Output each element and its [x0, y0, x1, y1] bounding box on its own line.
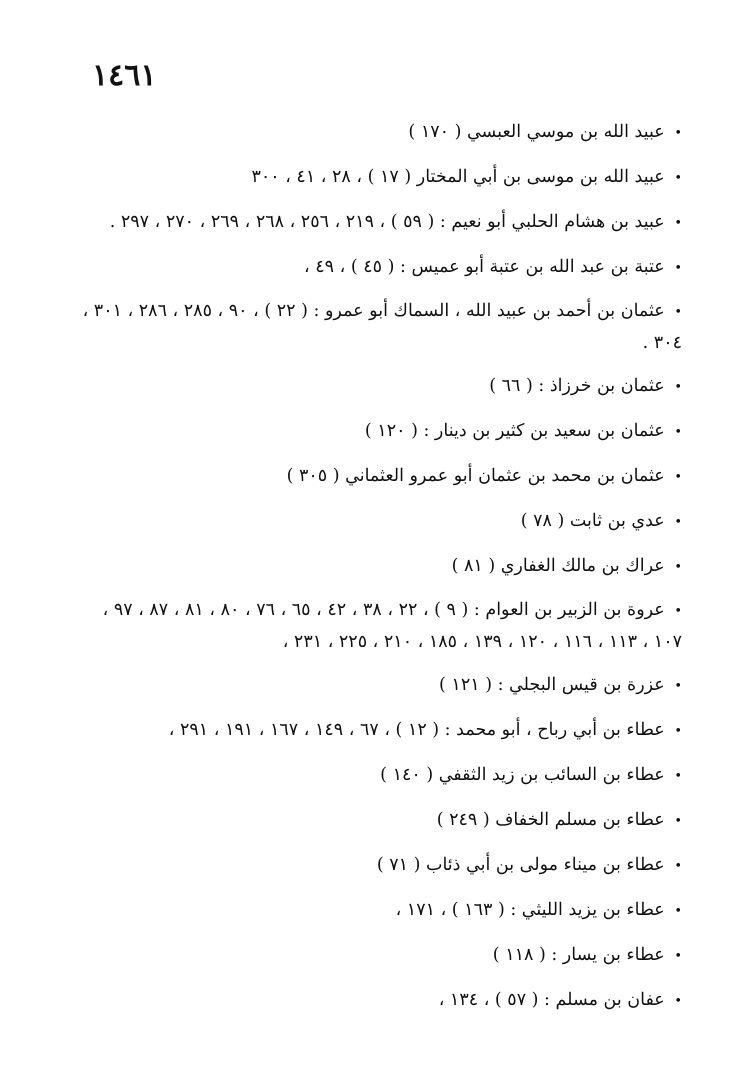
index-entry [82, 206, 682, 240]
index-entry [82, 984, 682, 1018]
entry-text: عفان بن مسلم : ( ٥٧ ) ، ١٣٤ ، [438, 990, 665, 1010]
entry-text: عطاء بن أبي رباح ، أبو محمد : ( ١٢ ) ، ٦٧ ، ١٤٩ ، ١٦٧ ، ١٩١ ، ٢٩١ ، [168, 720, 665, 740]
bullet: • [674, 380, 682, 395]
entry-text: عثمان بن خرزاذ : ( ٦٦ ) [489, 376, 665, 396]
bullet: • [674, 216, 682, 231]
index-entry [82, 759, 682, 793]
index-entry [82, 161, 682, 195]
index-entry [82, 939, 682, 973]
bullet: • [674, 604, 682, 619]
bullet: • [674, 261, 682, 276]
page-number: ١٤٦١ [92, 58, 157, 93]
bullet: • [674, 515, 682, 530]
entry-text: عثمان بن محمد بن عثمان أبو عمرو العثماني ( ٣٠٥ ) [286, 466, 665, 486]
entry-text: عطاء بن السائب بن زيد الثقفي ( ١٤٠ ) [380, 765, 665, 785]
entry-text: عبيد الله بن موسى بن أبي المختار ( ١٧ ) ، ٢٨ ، ٤١ ، ٣٠٠ [251, 167, 665, 187]
index-entry [82, 415, 682, 449]
bullet: • [674, 425, 682, 440]
index-entry [82, 116, 682, 150]
bullet: • [674, 859, 682, 874]
entry-text: عروة بن الزبير بن العوام : ( ٩ ) ، ٢٢ ، ٣٨ ، ٤٢ ، ٦٥ ، ٧٦ ، ٨٠ ، ٨١ ، ٨٧ ، ٩٧ ، ١٠٧ ، ١١٣ ، ١١٦ ، ١٢٠ ، ١٣٩ ، ١٨٥ ، ٢١٠ ، ٢٢٥ ، ٢٣١ ، [102, 600, 682, 652]
entry-text: عطاء بن ميناء مولى بن أبي ذئاب ( ٧١ ) [376, 855, 665, 875]
index-entry [82, 505, 682, 539]
entry-text: عراك بن مالك الغفاري ( ٨١ ) [451, 556, 665, 576]
bullet: • [674, 171, 682, 186]
bullet: • [674, 814, 682, 829]
index-entry [82, 714, 682, 748]
entry-text: عطاء بن مسلم الخفاف ( ٢٤٩ ) [436, 810, 665, 830]
bullet: • [674, 769, 682, 784]
index-entry [82, 251, 682, 285]
index-entry [82, 370, 682, 404]
entry-text: عزرة بن قيس البجلي : ( ١٢١ ) [439, 675, 665, 695]
index-entry [82, 296, 682, 359]
bullet: • [674, 560, 682, 575]
index-entry [82, 669, 682, 703]
bullet: • [674, 470, 682, 485]
entry-text: عدي بن ثابت ( ٧٨ ) [520, 511, 665, 531]
bullet: • [674, 904, 682, 919]
entry-text: عثمان بن سعيد بن كثير بن دينار : ( ١٢٠ ) [364, 421, 665, 441]
index-entry [82, 460, 682, 494]
index-entry [82, 894, 682, 928]
entry-text: عثمان بن أحمد بن عبيد الله ، السماك أبو عمرو : ( ٢٢ ) ، ٩٠ ، ٢٨٥ ، ٢٨٦ ، ٣٠١ ، ٣٠٤ . [82, 301, 682, 353]
bullet: • [674, 126, 682, 141]
entry-text: عطاء بن يسار : ( ١١٨ ) [492, 945, 665, 965]
entry-text: عطاء بن يزيد الليثي : ( ١٦٣ ) ، ١٧١ ، [395, 900, 665, 920]
index-entry [82, 595, 682, 658]
index-list [82, 116, 682, 1029]
bullet: • [674, 305, 682, 320]
entry-text: عبيد الله بن موسي العبسي ( ١٧٠ ) [408, 122, 665, 142]
index-entry [82, 849, 682, 883]
entry-text: عتبة بن عبد الله بن عتبة أبو عميس : ( ٤٥ ) ، ٤٩ ، [304, 257, 665, 277]
bullet: • [674, 994, 682, 1009]
index-entry [82, 550, 682, 584]
entry-text: عبيد بن هشام الحلبي أبو نعيم : ( ٥٩ ) ، ٢١٩ ، ٢٥٦ ، ٢٦٨ ، ٢٦٩ ، ٢٧٠ ، ٢٩٧ . [109, 212, 665, 232]
index-entry [82, 804, 682, 838]
bullet: • [674, 949, 682, 964]
bullet: • [674, 724, 682, 739]
bullet: • [674, 679, 682, 694]
